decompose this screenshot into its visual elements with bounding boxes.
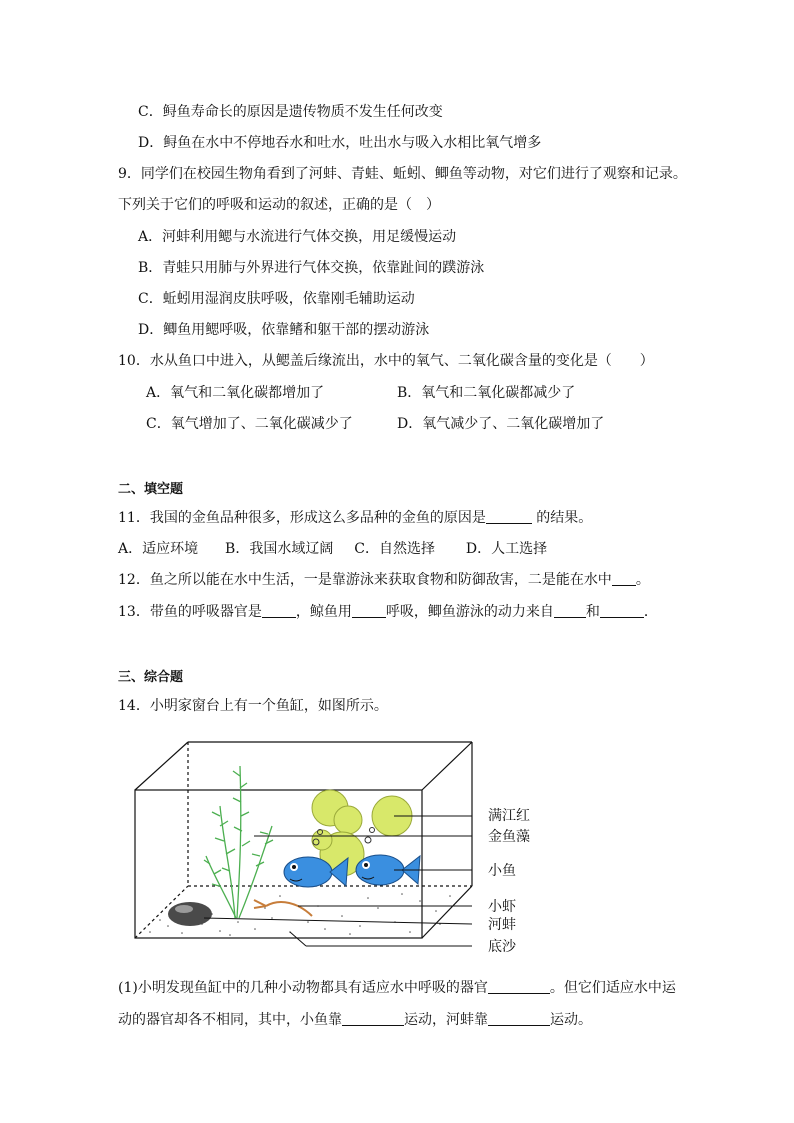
q11-option-c: C．自然选择 <box>354 541 435 557</box>
q14-stem: 14．小明家窗台上有一个鱼缸，如图所示。 <box>118 698 388 714</box>
q13-part4: 和 <box>585 604 600 620</box>
section-3-title: 三、综合题 <box>118 670 184 685</box>
q11-stem-after: 的结果。 <box>531 510 593 526</box>
q12-stem-after: 。 <box>635 572 650 588</box>
q12-stem <box>118 570 650 590</box>
q13-part1: 13．带鱼的呼吸器官是 <box>118 604 262 620</box>
q10-option-d: D．氧气减少了、二氧化碳增加了 <box>397 416 605 432</box>
q13-blank-4[interactable] <box>600 603 644 618</box>
q13-blank-1[interactable] <box>262 603 296 618</box>
q9-option-a: A．河蚌利用鳃与水流进行气体交换，用足缓慢运动 <box>138 229 457 245</box>
q9-option-c: C．蚯蚓用湿润皮肤呼吸，依靠刚毛辅助运动 <box>138 291 415 307</box>
label-shrimp: 小虾 <box>488 899 516 915</box>
q10-option-c: C．氧气增加了、二氧化碳减少了 <box>146 416 353 432</box>
q13-part2: ，鲸鱼用 <box>295 604 352 620</box>
q12-blank[interactable] <box>612 571 636 586</box>
label-clam: 河蚌 <box>488 917 516 933</box>
label-hornwort: 金鱼藻 <box>488 829 530 845</box>
q14-blank-fish[interactable] <box>342 1011 404 1026</box>
label-sand: 底沙 <box>488 939 516 955</box>
clam <box>168 902 212 926</box>
q13-blank-3[interactable] <box>554 603 586 618</box>
fish-tank-figure <box>120 736 560 962</box>
q11-stem <box>118 508 592 528</box>
q8-option-d: D．鲟鱼在水中不停地吞水和吐水，吐出水与吸入水相比氧气增多 <box>138 135 542 151</box>
q14-blank-organ[interactable] <box>488 979 550 994</box>
q14-sub1-line2 <box>118 1010 592 1030</box>
label-small-fish: 小鱼 <box>488 863 516 879</box>
q14-sub1-line2-after: 运动。 <box>550 1012 592 1028</box>
label-leader-lines <box>190 816 472 946</box>
shrimp <box>254 900 312 916</box>
q11-option-d: D．人工选择 <box>465 541 548 557</box>
q14-blank-clam[interactable] <box>488 1011 550 1026</box>
q9-option-b: B．青蛙只用肺与外界进行气体交换，依靠趾间的蹼游泳 <box>138 260 485 276</box>
q11-stem-before: 11．我国的金鱼品种很多，形成这么多品种的金鱼的原因是 <box>118 510 486 526</box>
q13-part5: ． <box>643 604 658 620</box>
q14-sub1-before: (1)小明发现鱼缸中的几种小动物都具有适应水中呼吸的器官 <box>118 980 488 996</box>
q8-option-c: C．鲟鱼寿命长的原因是遗传物质不发生任何改变 <box>138 104 443 120</box>
q12-stem-before: 12．鱼之所以能在水中生活，一是靠游泳来获取食物和防御敌害，二是能在水中 <box>118 572 612 588</box>
q11-option-b: B．我国水域辽阔 <box>225 541 334 557</box>
q11-option-a: A．适应环境 <box>118 541 199 557</box>
q10-option-b: B．氧气和二氧化碳都减少了 <box>397 385 576 401</box>
q10-stem: 10．水从鱼口中进入，从鳃盖后缘流出，水中的氧气、二氧化碳含量的变化是（ ） <box>118 353 654 369</box>
q9-stem-line1: 9．同学们在校园生物角看到了河蚌、青蛙、蚯蚓、鲫鱼等动物，对它们进行了观察和记录。 <box>118 166 687 182</box>
q10-option-a: A．氧气和二氧化碳都增加了 <box>146 385 325 401</box>
q9-option-d: D．鲫鱼用鳃呼吸，依靠鳍和躯干部的摆动游泳 <box>138 322 430 338</box>
label-azolla: 满江红 <box>488 808 530 824</box>
section-2-title: 二、填空题 <box>118 482 184 497</box>
q9-stem-line2: 下列关于它们的呼吸和运动的叙述，正确的是（ ） <box>118 197 440 213</box>
q13-blank-2[interactable] <box>352 603 386 618</box>
hornwort-plant <box>204 766 273 918</box>
q14-sub1-after: 。但它们适应水中运 <box>549 980 676 996</box>
q11-options <box>118 539 547 559</box>
q13-stem <box>118 602 658 622</box>
q14-sub1-line1 <box>118 978 676 998</box>
q11-blank[interactable] <box>486 509 532 524</box>
q14-sub1-line2-before: 动的器官却各不相同，其中，小鱼靠 <box>118 1012 342 1028</box>
q14-sub1-line2-mid: 运动，河蚌靠 <box>404 1012 488 1028</box>
q13-part3: 呼吸，鲫鱼游泳的动力来自 <box>385 604 554 620</box>
